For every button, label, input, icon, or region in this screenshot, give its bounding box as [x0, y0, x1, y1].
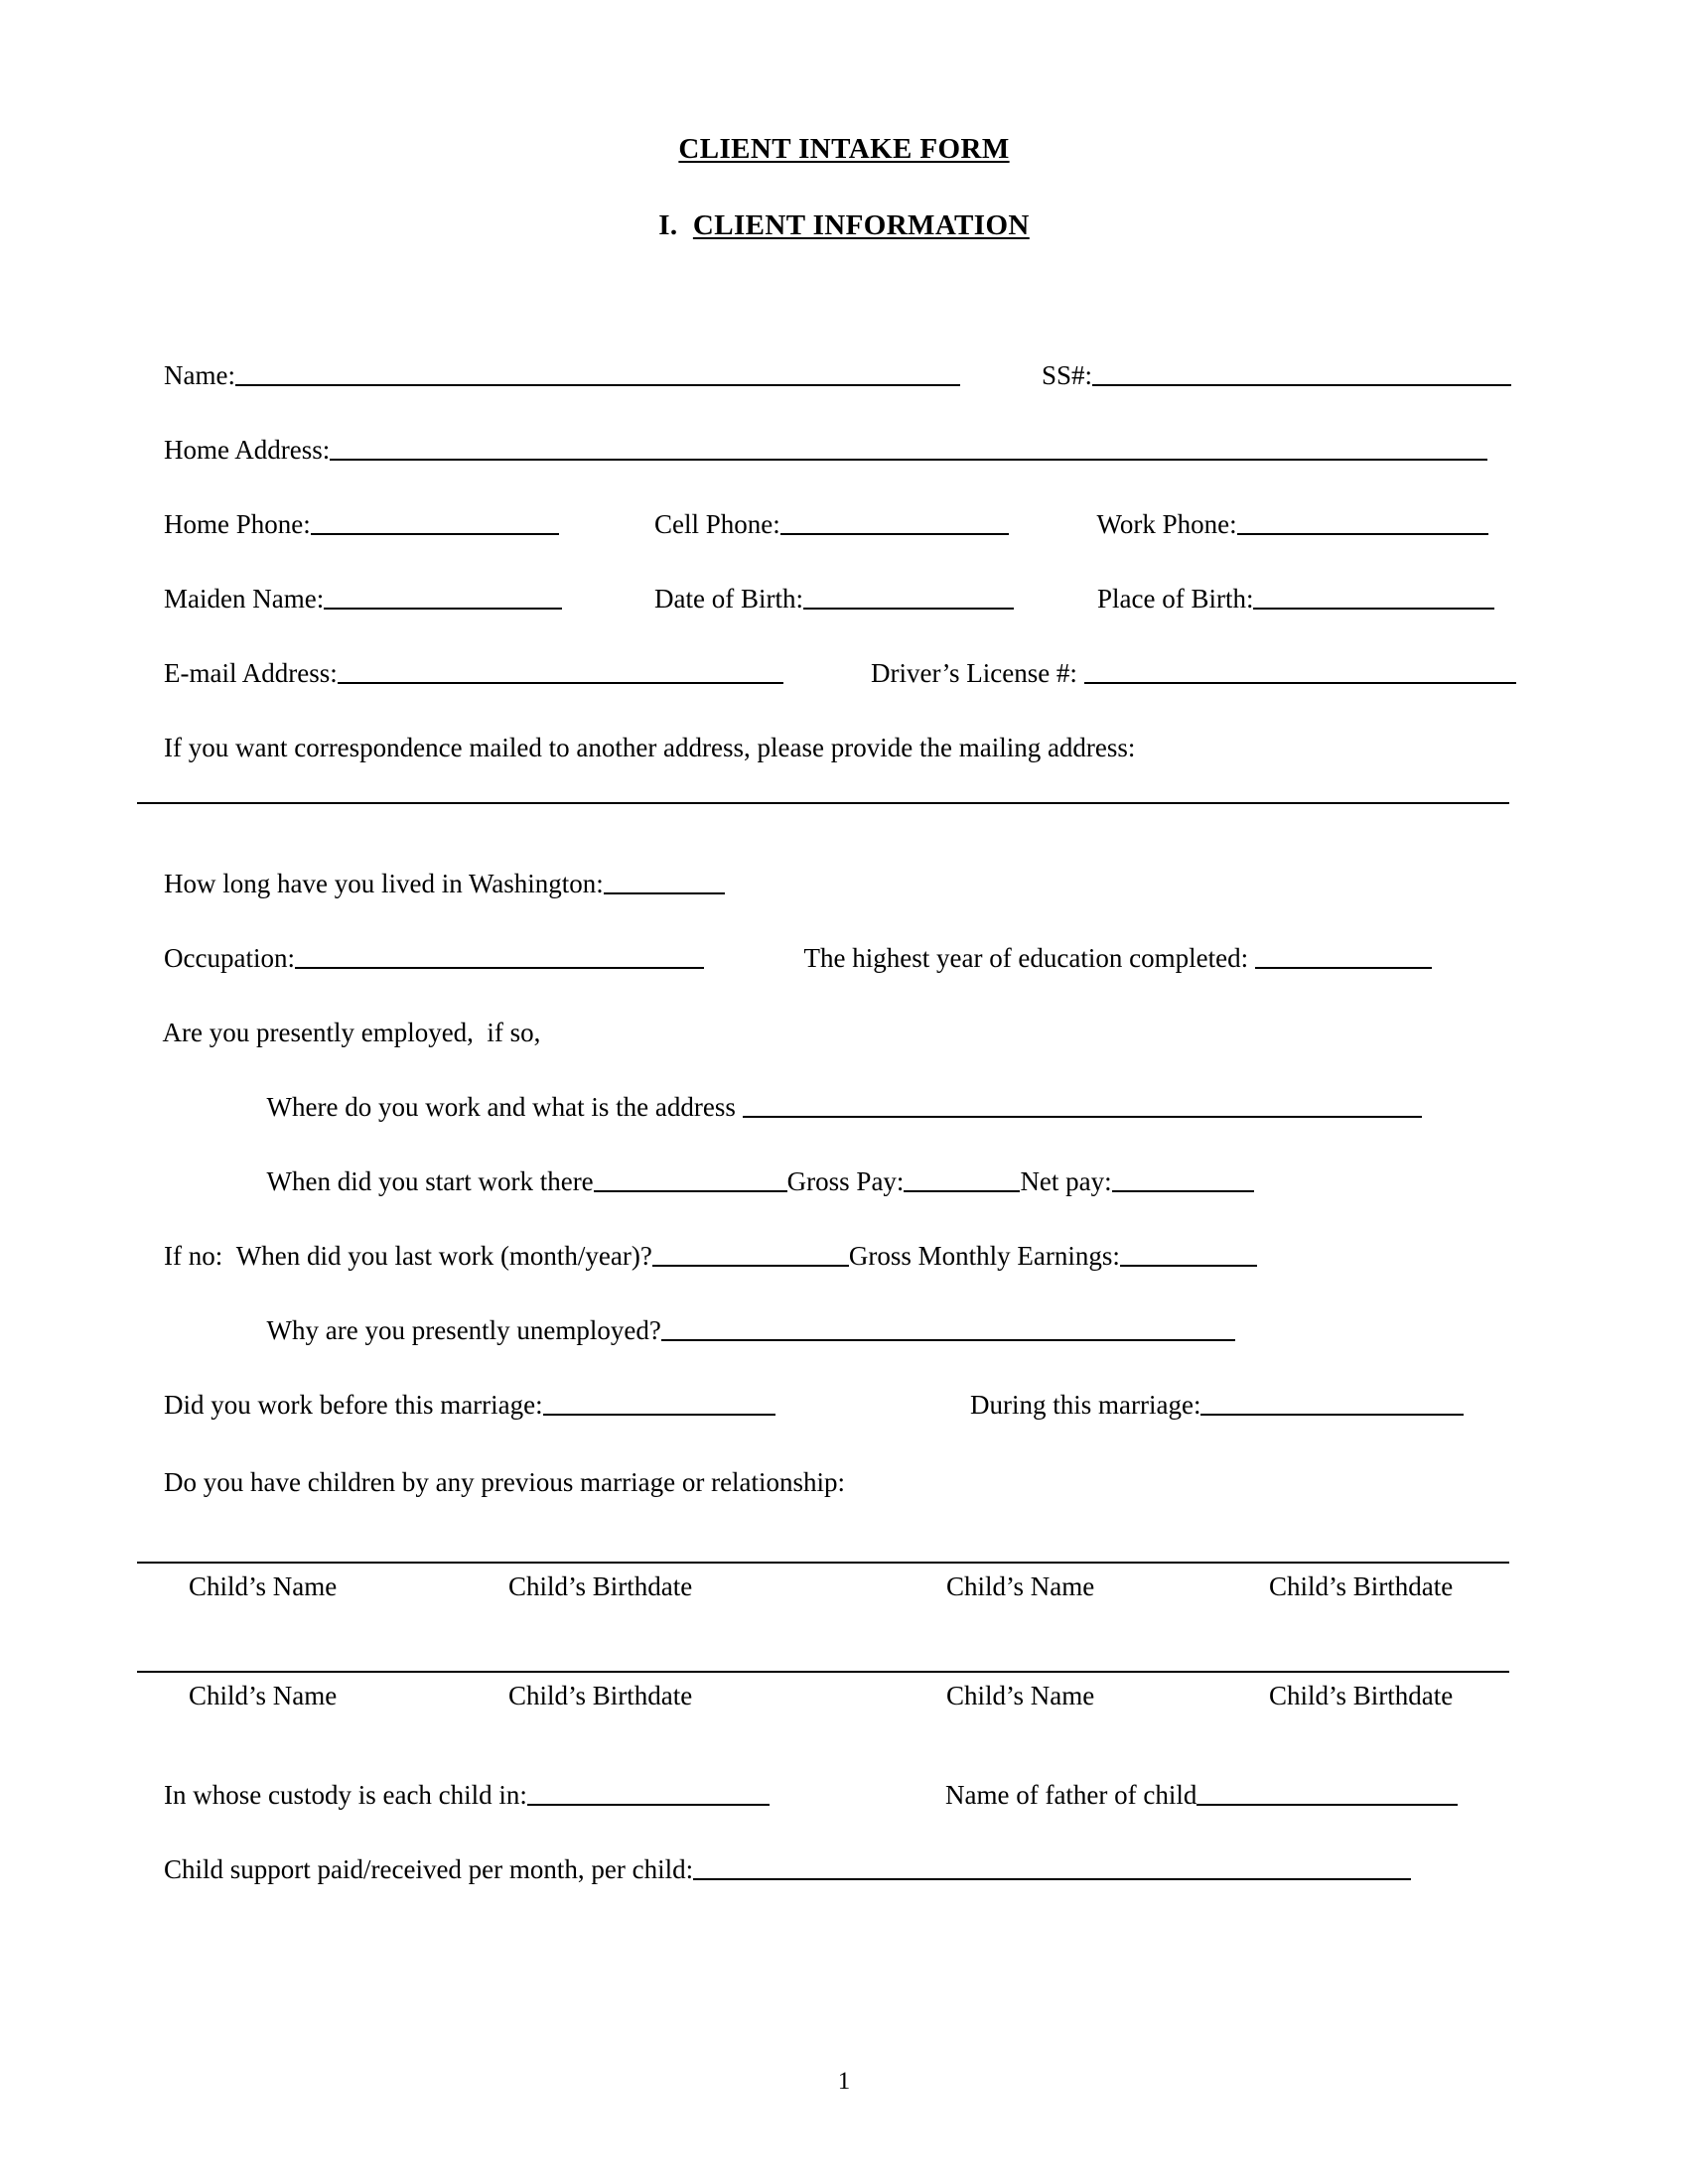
children-row-1-col-3-header: Child’s Name: [946, 1571, 1095, 1601]
children-row-2-col-1-header: Child’s Name: [189, 1681, 338, 1710]
field-home-phone-input[interactable]: [311, 511, 559, 535]
page-number: 1: [837, 2068, 851, 2095]
field-gross-pay-input[interactable]: [904, 1168, 1020, 1192]
field-work-before-marriage-label: Did you work before this marriage:: [164, 1390, 543, 1420]
field-highest-education-label: The highest year of education completed:: [803, 943, 1255, 973]
children-row-2-col-3-header: Child’s Name: [946, 1681, 1095, 1710]
field-name-input[interactable]: [235, 362, 960, 386]
mailing-address-note: [137, 703, 1135, 792]
mailing-address-input[interactable]: [137, 802, 1509, 804]
page-title: [0, 133, 1688, 166]
field-work-before-marriage-input[interactable]: [543, 1392, 775, 1416]
field-how-long-washington-label: How long have you lived in Washington:: [164, 869, 604, 898]
field-custody-input[interactable]: [527, 1782, 770, 1806]
field-highest-education: [777, 913, 1432, 1003]
field-father-of-child-input[interactable]: [1196, 1782, 1458, 1806]
field-email-address-label: E-mail Address:: [164, 658, 338, 688]
field-date-of-birth-label: Date of Birth:: [654, 584, 803, 614]
field-date-of-birth-input[interactable]: [803, 586, 1014, 610]
field-during-marriage-input[interactable]: [1200, 1392, 1464, 1416]
field-why-unemployed-input[interactable]: [661, 1317, 1235, 1341]
section-numeral: I.: [658, 209, 678, 241]
field-cell-phone-label: Cell Phone:: [654, 509, 780, 539]
children-row-2-col-4-header: Child’s Birthdate: [1269, 1681, 1454, 1710]
field-drivers-license-label: Driver’s License #:: [871, 658, 1084, 688]
question-children-previous: [137, 1437, 845, 1527]
field-where-do-you-work-input[interactable]: [743, 1094, 1422, 1118]
field-maiden-name-input[interactable]: [324, 586, 562, 610]
field-gross-pay-label: Gross Pay:: [786, 1166, 905, 1196]
field-child-support: [137, 1825, 1411, 1914]
children-row-2-input[interactable]: [137, 1671, 1509, 1673]
field-when-start-work-label: When did you start work there: [266, 1166, 594, 1196]
section-heading: [0, 209, 1688, 242]
field-if-no-label: If no:: [164, 1241, 223, 1271]
section-heading-text: CLIENT INFORMATION: [692, 209, 1030, 241]
field-gross-monthly-earnings-label: Gross Monthly Earnings:: [848, 1241, 1120, 1271]
field-father-of-child-label: Name of father of child: [945, 1780, 1197, 1810]
field-occupation-label: Occupation:: [164, 943, 295, 973]
field-highest-education-input[interactable]: [1255, 945, 1432, 969]
field-place-of-birth-input[interactable]: [1253, 586, 1494, 610]
field-name-label: Name:: [164, 360, 235, 390]
field-ssn-label: SS#:: [1042, 360, 1093, 390]
field-drivers-license-input[interactable]: [1084, 660, 1516, 684]
field-home-phone-label: Home Phone:: [164, 509, 311, 539]
field-child-support-input[interactable]: [693, 1856, 1411, 1880]
field-gross-monthly-earnings-input[interactable]: [1120, 1243, 1257, 1267]
children-row-1-input[interactable]: [137, 1562, 1509, 1564]
field-occupation-input[interactable]: [295, 945, 704, 969]
field-when-last-work-label: When did you last work (month/year)?: [235, 1241, 652, 1271]
children-row-1-col-4-header: Child’s Birthdate: [1269, 1571, 1454, 1601]
field-work-phone-label: Work Phone:: [1096, 509, 1237, 539]
children-row-1-col-2-header: Child’s Birthdate: [508, 1571, 693, 1601]
field-how-long-washington-input[interactable]: [604, 871, 725, 894]
field-child-support-label: Child support paid/received per month, per child:: [164, 1854, 694, 1884]
field-ssn-input[interactable]: [1092, 362, 1511, 386]
field-home-address-input[interactable]: [330, 437, 1487, 461]
field-net-pay-input[interactable]: [1112, 1168, 1254, 1192]
field-cell-phone-input[interactable]: [780, 511, 1009, 535]
field-custody-label: In whose custody is each child in:: [164, 1780, 527, 1810]
field-place-of-birth-label: Place of Birth:: [1097, 584, 1254, 614]
field-home-address-label: Home Address:: [164, 435, 331, 465]
field-net-pay-label: Net pay:: [1020, 1166, 1112, 1196]
field-maiden-name-label: Maiden Name:: [164, 584, 325, 614]
field-email-address-input[interactable]: [338, 660, 783, 684]
field-where-do-you-work-label: Where do you work and what is the address: [266, 1092, 743, 1122]
field-work-before-marriage: [137, 1360, 775, 1449]
question-children-previous-text: Do you have children by any previous marriage or relationship:: [164, 1467, 846, 1497]
page-title-text: CLIENT INTAKE FORM: [678, 133, 1010, 165]
children-row-1-col-1-header: Child’s Name: [189, 1571, 338, 1601]
mailing-address-note-text: If you want correspondence mailed to another address, please provide the mailing address:: [164, 733, 1136, 762]
field-during-marriage: [943, 1360, 1464, 1449]
field-work-phone-input[interactable]: [1237, 511, 1488, 535]
field-when-start-work-input[interactable]: [594, 1168, 787, 1192]
field-why-unemployed-label: Why are you presently unemployed?: [266, 1315, 661, 1345]
field-when-last-work-input[interactable]: [652, 1243, 849, 1267]
question-presently-employed-text: Are you presently employed, if so,: [162, 1018, 541, 1047]
children-row-2-col-2-header: Child’s Birthdate: [508, 1681, 693, 1710]
field-during-marriage-label: During this marriage:: [970, 1390, 1201, 1420]
